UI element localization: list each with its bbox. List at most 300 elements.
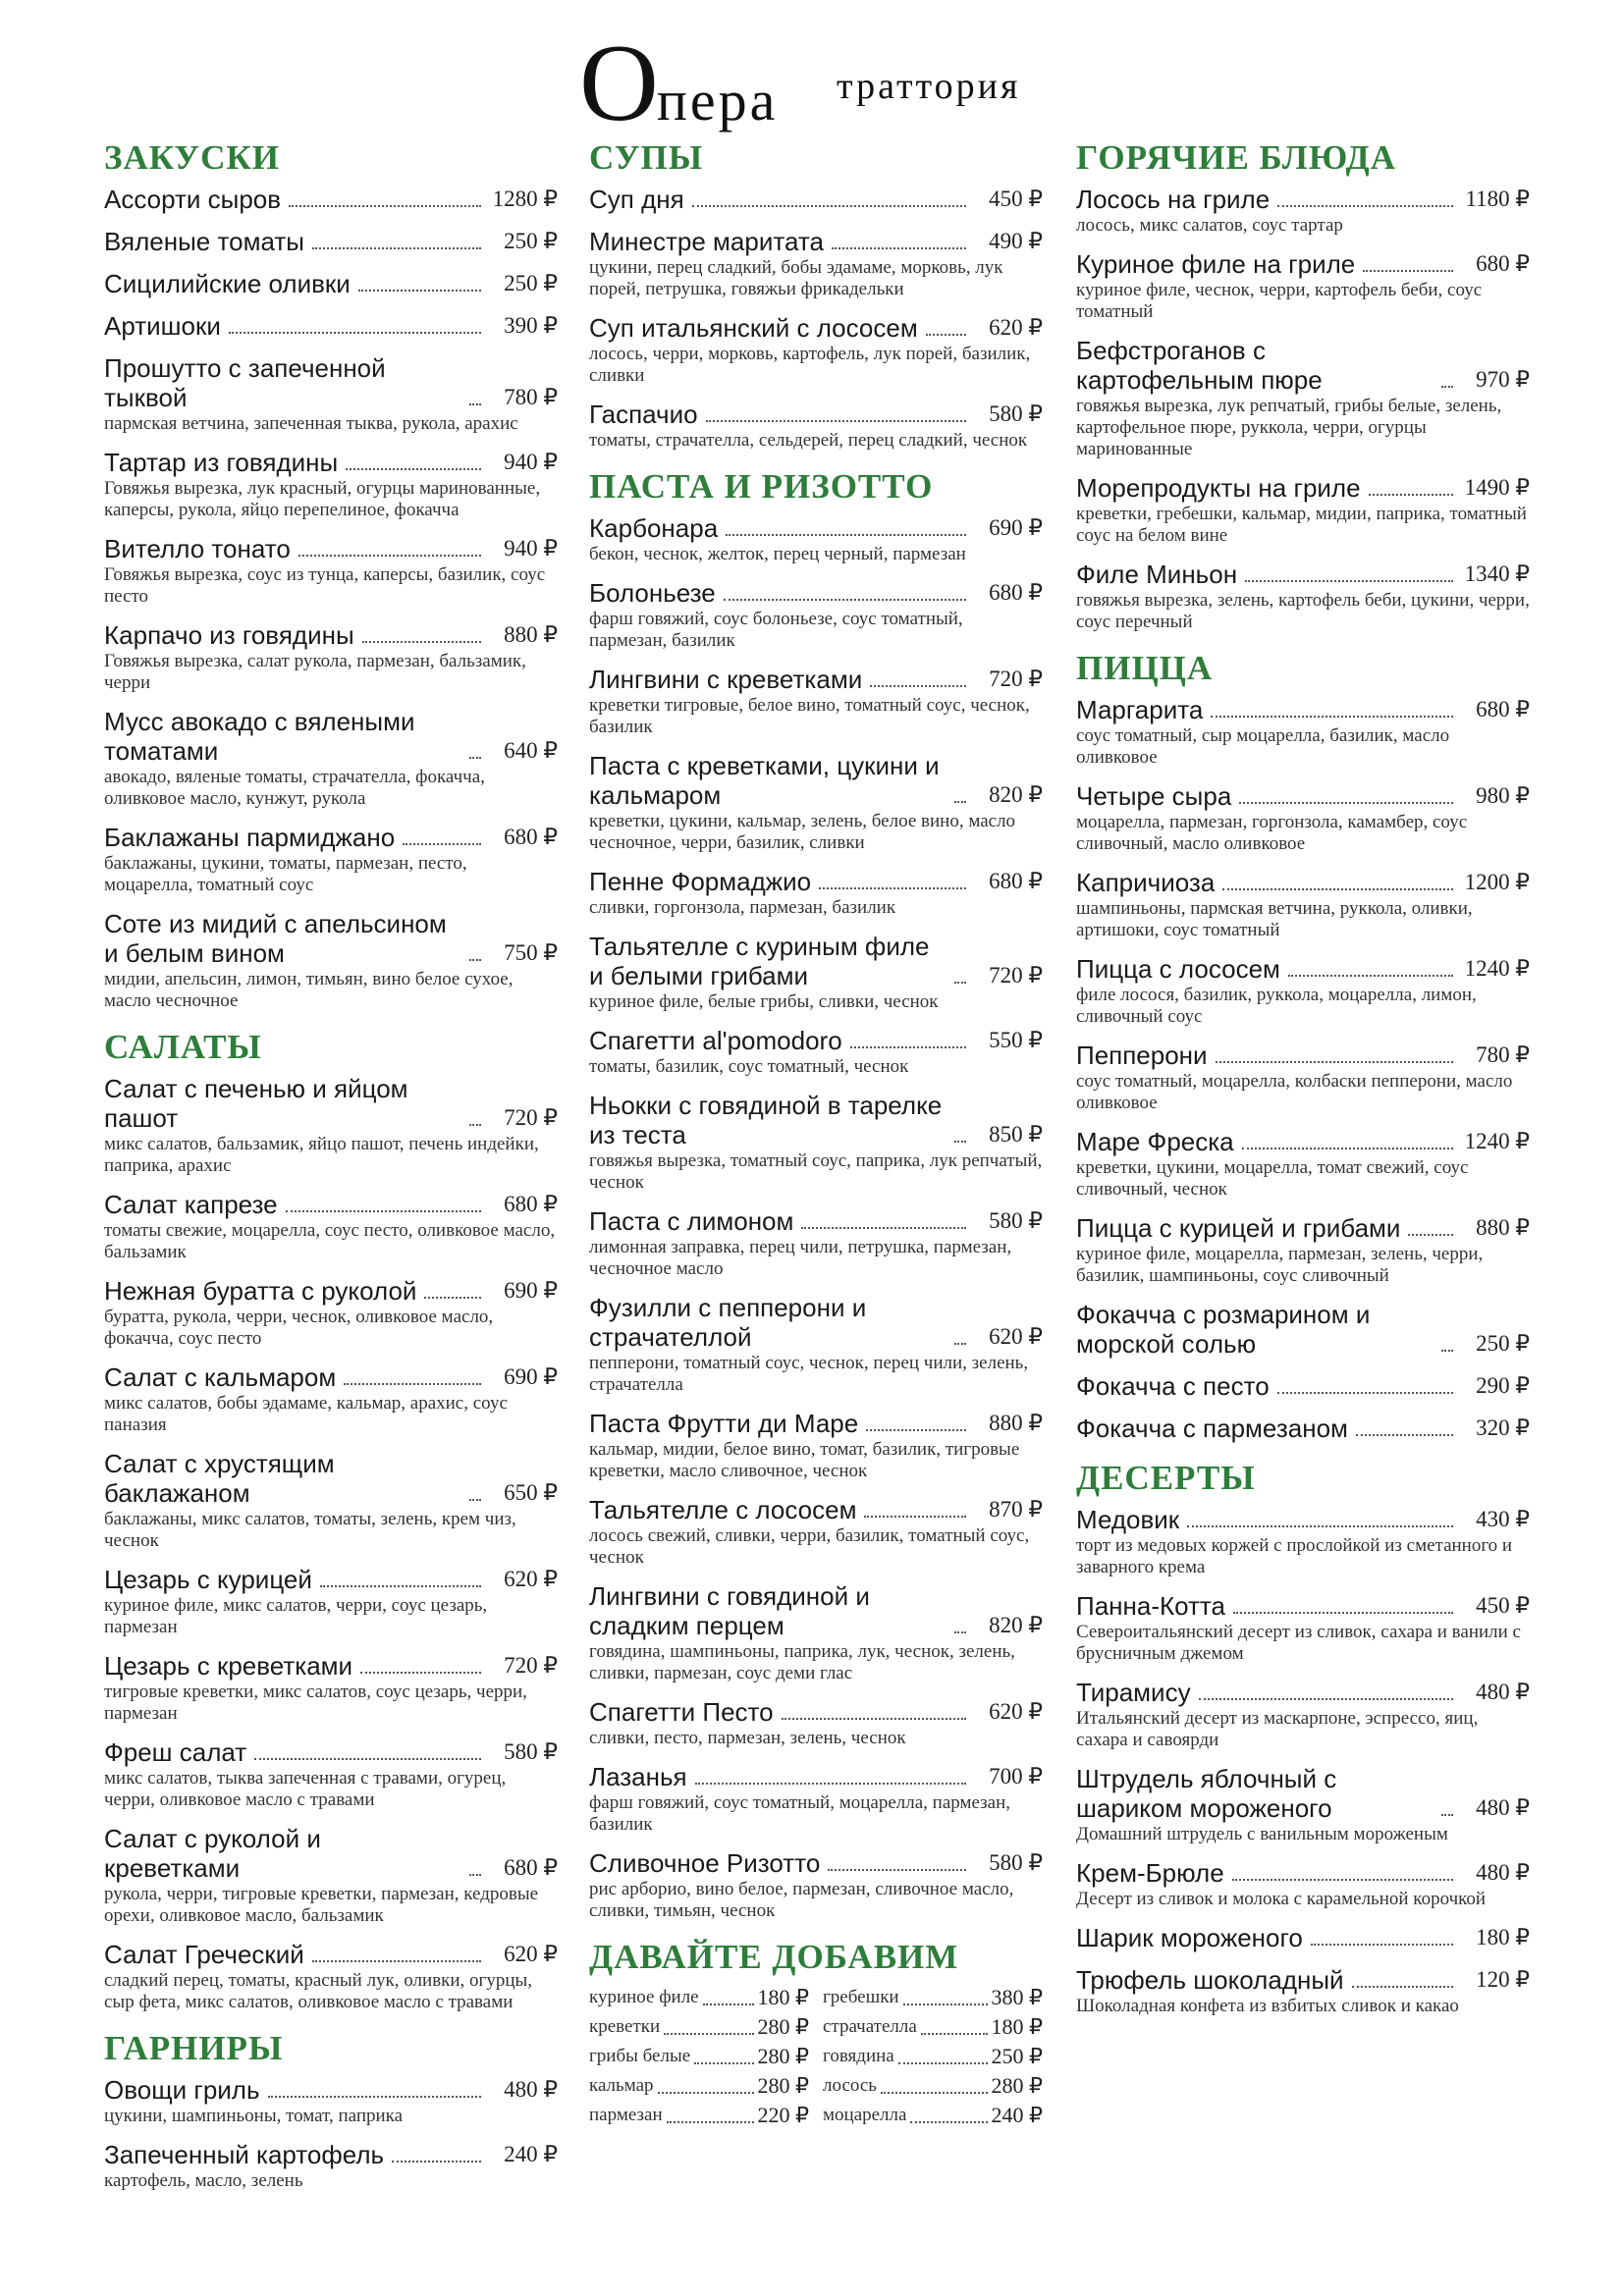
section-title: ДАВАЙТЕ ДОБАВИМ — [589, 1938, 959, 1976]
dish-name: Прошутто с запеченной тыквой — [104, 353, 386, 412]
dot-leader — [469, 757, 481, 759]
dot-leader — [346, 468, 481, 470]
menu-section — [1076, 1456, 1530, 2017]
addon-price: 180 ₽ — [757, 1985, 809, 2009]
dish-name: Куриное филе на гриле — [1076, 249, 1356, 279]
dish-name: Ньокки с говядиной в тарелке из теста — [589, 1091, 943, 1149]
dot-leader — [403, 843, 481, 845]
logo-initial: О — [579, 23, 657, 144]
addon-name: моцарелла — [823, 2105, 907, 2125]
dot-leader — [658, 2092, 754, 2094]
menu-item-row — [1076, 695, 1530, 724]
dot-leader — [724, 599, 966, 601]
dot-leader — [1211, 716, 1453, 718]
dish-price: 690 ₽ — [504, 1278, 558, 1303]
menu-section — [1076, 135, 1530, 633]
dish-name: Тальятелле с куриным филе и белыми грибами — [589, 932, 930, 990]
dot-leader — [286, 1210, 481, 1212]
dish-name: Фокачча с пармезаном — [1076, 1414, 1348, 1443]
dish-name: Салат Греческий — [104, 1940, 304, 1969]
menu-item — [104, 1824, 558, 1927]
dish-name: Соте из мидий с апельсином и белым вином — [104, 909, 447, 968]
dot-leader — [1232, 1879, 1453, 1881]
addon-price: 280 ₽ — [757, 2073, 809, 2098]
dish-name: Цезарь с курицей — [104, 1565, 312, 1594]
dot-leader — [866, 1429, 966, 1431]
menu-item-row — [1076, 1213, 1530, 1243]
menu-item-row — [1076, 1923, 1530, 1952]
dish-name: Паста Фрутти ди Маре — [589, 1409, 859, 1438]
dish-price: 680 ₽ — [504, 1855, 558, 1880]
menu-item-row — [104, 227, 558, 256]
menu-item — [589, 1581, 1043, 1684]
menu-section — [1076, 646, 1530, 1443]
menu-item — [1076, 1127, 1530, 1201]
section-title: ПИЦЦА — [1076, 649, 1214, 687]
menu-item — [1076, 1041, 1530, 1114]
dish-description: томаты, базилик, соус томатный, чеснок — [589, 1056, 909, 1077]
menu-item-row — [1076, 1414, 1530, 1443]
addon-price: 280 ₽ — [991, 2073, 1043, 2098]
menu-item-row — [589, 513, 1043, 543]
dish-price: 620 ₽ — [989, 1699, 1043, 1724]
dish-description: цукини, шампиньоны, томат, паприка — [104, 2106, 404, 2126]
dish-description: Шоколадная конфета из взбитых сливок и какао — [1076, 1996, 1459, 2016]
dish-description: баклажаны, цукини, томаты, пармезан, песто, моцарелла, томатный соус — [104, 853, 467, 895]
menu-item — [104, 1737, 558, 1811]
dot-leader — [1356, 1434, 1453, 1436]
dot-leader — [289, 205, 481, 207]
menu-item-row — [104, 1824, 558, 1883]
dish-price: 680 ₽ — [1476, 697, 1530, 721]
dish-description: пепперони, томатный соус, чеснок, перец чили, зелень, страчателла — [589, 1353, 1029, 1395]
dish-name: Спагетти Песто — [589, 1697, 774, 1727]
dot-leader — [1441, 386, 1453, 388]
dot-leader — [921, 2033, 988, 2035]
menu-item-row — [104, 1074, 558, 1133]
dot-leader — [819, 887, 966, 889]
dish-description: фарш говяжий, соус томатный, моцарелла, пармезан, базилик — [589, 1792, 1011, 1835]
menu-item — [104, 311, 558, 341]
menu-item-row — [104, 2075, 558, 2105]
menu-section — [104, 2026, 558, 2192]
dish-name: Четыре сыра — [1076, 781, 1232, 811]
dot-leader — [1187, 1525, 1453, 1527]
dish-description: мидии, апельсин, лимон, тимьян, вино белое сухое, масло чесночное — [104, 969, 514, 1011]
dish-price: 980 ₽ — [1476, 783, 1530, 808]
dish-description: Североитальянский десерт из сливок, сахара и ванили с брусничным джемом — [1076, 1622, 1521, 1664]
menu-item-row — [589, 867, 1043, 896]
dish-name: Пенне Формаджио — [589, 867, 812, 896]
dish-price: 720 ₽ — [504, 1653, 558, 1678]
addon-name: говядина — [823, 2046, 894, 2066]
menu-item — [104, 1190, 558, 1263]
menu-item — [104, 1565, 558, 1638]
dish-price: 1340 ₽ — [1464, 561, 1530, 586]
dot-leader — [1222, 888, 1453, 890]
dish-price: 240 ₽ — [504, 2142, 558, 2166]
dish-description: соус томатный, моцарелла, колбаски пепперони, масло оливковое — [1076, 1071, 1513, 1113]
menu-section — [589, 1935, 1043, 2129]
menu-item-row — [1076, 954, 1530, 984]
dish-price: 680 ₽ — [504, 1192, 558, 1216]
dot-leader — [832, 247, 966, 249]
dish-description: Говяжья вырезка, соус из тунца, каперсы, базилик, соус песто — [104, 564, 546, 607]
dish-name: Лингвини с креветками — [589, 665, 863, 694]
dish-name: Шарик мороженого — [1076, 1923, 1303, 1952]
menu-item-row — [589, 1409, 1043, 1438]
menu-item-row — [1076, 1300, 1530, 1359]
menu-item — [104, 1651, 558, 1725]
menu-item-row — [104, 1565, 558, 1594]
dish-name: Нежная буратта с руколой — [104, 1276, 417, 1306]
menu-item — [1076, 473, 1530, 547]
menu-item-row — [1076, 781, 1530, 811]
dish-description: микс салатов, бобы эдамаме, кальмар, арахис, соус паназия — [104, 1393, 508, 1435]
dot-leader — [1363, 270, 1453, 272]
dot-leader — [954, 1343, 966, 1345]
addon-item — [589, 2043, 809, 2070]
dot-leader — [1408, 1234, 1453, 1236]
dot-leader — [1199, 1698, 1453, 1700]
dish-name: Фокачча с песто — [1076, 1371, 1270, 1401]
menu-item-row — [1076, 868, 1530, 897]
dish-description: Итальянский десерт из маскарпоне, эспрессо, яиц, сахара и савоярди — [1076, 1708, 1479, 1750]
dish-description: креветки, цукини, моцарелла, томат свежий, соус сливочный, чеснок — [1076, 1157, 1469, 1200]
dot-leader — [1441, 1350, 1453, 1352]
dot-leader — [706, 420, 966, 422]
menu-item-row — [104, 185, 558, 214]
menu-item-row — [589, 578, 1043, 608]
dish-price: 880 ₽ — [989, 1411, 1043, 1435]
menu-item-row — [589, 400, 1043, 429]
dish-description: Домашний штрудель с ванильным мороженым — [1076, 1824, 1448, 1844]
section-title: ПАСТА И РИЗОТТО — [589, 467, 934, 506]
dish-description: Говяжья вырезка, лук красный, огурцы маринованные, каперсы, рукола, яйцо перепелиное, фокачча — [104, 478, 541, 520]
addon-item — [589, 2013, 809, 2041]
dish-name: Филе Миньон — [1076, 560, 1238, 589]
menu-item — [589, 1091, 1043, 1194]
dot-leader — [424, 1297, 481, 1299]
dot-leader — [703, 2003, 754, 2005]
menu-item-row — [1076, 1678, 1530, 1707]
dot-leader — [801, 1227, 966, 1229]
dish-price: 1180 ₽ — [1465, 187, 1530, 211]
addon-item — [823, 2072, 1043, 2100]
dot-leader — [229, 332, 481, 334]
menu-item-row — [1076, 1041, 1530, 1070]
section-title: ЗАКУСКИ — [104, 138, 280, 177]
dish-price: 880 ₽ — [1476, 1215, 1530, 1240]
dot-leader — [898, 2062, 988, 2064]
dish-name: Суп дня — [589, 185, 684, 214]
menu-item-row — [104, 269, 558, 298]
dot-leader — [850, 1046, 966, 1048]
dot-leader — [1352, 1986, 1453, 1988]
menu-item-row — [1076, 473, 1530, 503]
addon-price: 220 ₽ — [757, 2103, 809, 2127]
menu-item-row — [104, 1362, 558, 1392]
dish-description: лосось, микс салатов, соус тартар — [1076, 215, 1343, 236]
addon-item — [589, 2072, 809, 2100]
menu-item-row — [104, 823, 558, 852]
dish-price: 720 ₽ — [989, 667, 1043, 691]
dish-description: сливки, горгонзола, пармезан, базилик — [589, 897, 896, 918]
dish-price: 690 ₽ — [989, 515, 1043, 540]
menu-item — [1076, 1505, 1530, 1578]
dish-name: Карпачо из говядины — [104, 620, 354, 650]
dish-name: Сливочное Ризотто — [589, 1848, 821, 1878]
dish-name: Болоньезе — [589, 578, 716, 608]
menu-item — [104, 1074, 558, 1177]
dish-description: сладкий перец, томаты, красный лук, оливки, огурцы, сыр фета, микс салатов, оливковое масло с травами — [104, 1970, 533, 2012]
menu-item — [1076, 1300, 1530, 1359]
menu-item — [589, 1293, 1043, 1396]
dish-price: 1200 ₽ — [1464, 870, 1530, 894]
dish-description: куриное филе, моцарелла, пармезан, зелень, черри, базилик, шампиньоны, соус сливочный — [1076, 1244, 1484, 1286]
dish-description: говядина, шампиньоны, паприка, лук, чеснок, зелень, сливки, пармезан, соус деми глас — [589, 1641, 1015, 1683]
dish-price: 550 ₽ — [989, 1028, 1043, 1052]
dot-leader — [344, 1383, 481, 1385]
menu-item-row — [104, 2140, 558, 2169]
menu-item-row — [1076, 560, 1530, 589]
dish-price: 580 ₽ — [989, 1850, 1043, 1875]
dot-leader — [1369, 494, 1453, 496]
menu-item-row — [1076, 249, 1530, 279]
addon-price: 250 ₽ — [991, 2044, 1043, 2068]
dish-description: тигровые креветки, микс салатов, соус цезарь, черри, пармезан — [104, 1682, 527, 1724]
dot-leader — [782, 1718, 966, 1720]
menu-item — [1076, 695, 1530, 769]
dish-description: креветки, цукини, кальмар, зелень, белое вино, масло чесночное, черри, базилик, сливки — [589, 811, 1016, 853]
dish-name: Крем-Брюле — [1076, 1858, 1224, 1888]
menu-item-row — [1076, 1965, 1530, 1995]
dish-description: креветки, гребешки, кальмар, мидии, паприка, томатный соус на белом вине — [1076, 504, 1527, 546]
menu-item-row — [589, 1581, 1043, 1640]
menu-item-row — [589, 1848, 1043, 1878]
dish-description: рукола, черри, тигровые креветки, пармезан, кедровые орехи, оливковое масло, бальзамик — [104, 1884, 539, 1926]
menu-item — [589, 313, 1043, 387]
restaurant-subtitle: траттория — [837, 66, 1021, 107]
dot-leader — [870, 685, 966, 687]
dish-price: 480 ₽ — [1476, 1680, 1530, 1704]
dish-description: моцарелла, пармезан, горгонзола, камамбер, соус сливочный, масло оливковое — [1076, 812, 1468, 854]
dish-price: 1280 ₽ — [492, 187, 558, 211]
menu-item-row — [1076, 1591, 1530, 1621]
dish-name: Бефстроганов с картофельным пюре — [1076, 336, 1323, 395]
dot-leader — [828, 1869, 966, 1871]
addon-name: грибы белые — [589, 2046, 691, 2066]
menu-item-row — [104, 534, 558, 563]
addon-name: пармезан — [589, 2105, 663, 2125]
addon-price: 180 ₽ — [991, 2014, 1043, 2039]
menu-item — [1076, 1923, 1530, 1952]
dish-description: картофель, масло, зелень — [104, 2170, 303, 2191]
dot-leader — [469, 959, 481, 961]
dish-name: Штрудель яблочный с шариком мороженого — [1076, 1764, 1337, 1823]
dish-description: рис арборио, вино белое, пармезан, сливочное масло, сливки, тимьян, чеснок — [589, 1879, 1014, 1921]
menu-item-row — [589, 313, 1043, 343]
menu-item-row — [589, 1206, 1043, 1236]
dish-description: лосось, черри, морковь, картофель, лук порей, базилик, сливки — [589, 344, 1031, 386]
dish-price: 850 ₽ — [989, 1122, 1043, 1147]
menu-item-row — [104, 1190, 558, 1219]
addon-price: 280 ₽ — [757, 2044, 809, 2068]
dish-price: 880 ₽ — [504, 622, 558, 647]
dot-leader — [1441, 1814, 1453, 1816]
dish-price: 720 ₽ — [989, 963, 1043, 988]
dish-price: 780 ₽ — [1476, 1042, 1530, 1067]
addon-item — [823, 1984, 1043, 2011]
menu-item — [104, 353, 558, 435]
menu-item — [589, 578, 1043, 652]
menu-item — [1076, 954, 1530, 1028]
logo-text: пера — [656, 69, 779, 133]
dish-price: 1490 ₽ — [1464, 475, 1530, 500]
dish-name: Салат с хрустящим баклажаном — [104, 1449, 335, 1508]
dish-name: Салат с руколой и креветками — [104, 1824, 321, 1883]
dish-description: лосось свежий, сливки, черри, базилик, томатный соус, чеснок — [589, 1525, 1030, 1568]
section-title: СУПЫ — [589, 138, 704, 177]
dish-description: баклажаны, микс салатов, томаты, зелень, крем чиз, чеснок — [104, 1509, 516, 1551]
menu-item-row — [1076, 1371, 1530, 1401]
dish-price: 450 ₽ — [989, 187, 1043, 211]
dish-name: Маре Фреска — [1076, 1127, 1234, 1156]
menu-section — [104, 1025, 558, 2013]
dot-leader — [358, 290, 481, 292]
dish-description: томаты, страчателла, сельдерей, перец сладкий, чеснок — [589, 430, 1028, 451]
dish-price: 430 ₽ — [1476, 1507, 1530, 1531]
menu-item-row — [589, 665, 1043, 694]
menu-item — [1076, 560, 1530, 633]
dish-name: Салат с печенью и яйцом пашот — [104, 1074, 408, 1133]
dot-leader — [692, 205, 966, 207]
menu-item-row — [104, 1737, 558, 1767]
dot-leader — [910, 2121, 987, 2123]
dish-description: Десерт из сливок и молока с карамельной корочкой — [1076, 1889, 1487, 1909]
dish-price: 580 ₽ — [989, 1208, 1043, 1233]
addon-item — [589, 2102, 809, 2129]
dish-description: говяжья вырезка, томатный соус, паприка, лук репчатый, чеснок — [589, 1150, 1043, 1193]
section-title: ДЕСЕРТЫ — [1076, 1459, 1256, 1497]
menu-item — [589, 751, 1043, 854]
dish-description: говяжья вырезка, зелень, картофель беби, цукини, черри, соус перечный — [1076, 590, 1530, 632]
menu-item — [104, 909, 558, 1012]
menu-item-row — [1076, 185, 1530, 214]
dish-name: Тартар из говядины — [104, 448, 339, 477]
dish-price: 480 ₽ — [504, 2077, 558, 2102]
addons-list — [589, 1984, 1043, 2129]
dish-price: 680 ₽ — [1476, 251, 1530, 276]
addon-price: 280 ₽ — [757, 2014, 809, 2039]
menu-item — [1076, 336, 1530, 460]
menu-item — [104, 2075, 558, 2127]
menu-item — [589, 932, 1043, 1013]
dot-leader — [954, 1141, 966, 1143]
dish-description: куриное филе, белые грибы, сливки, чеснок — [589, 991, 939, 1012]
dish-name: Лингвини с говядиной и сладким перцем — [589, 1581, 870, 1640]
dish-name: Запеченный картофель — [104, 2140, 385, 2169]
restaurant-logo — [579, 23, 779, 144]
menu-item — [1076, 1591, 1530, 1665]
addon-name: гребешки — [823, 1987, 899, 2007]
dish-description: шампиньоны, пармская ветчина, руккола, оливки, артишоки, соус томатный — [1076, 898, 1473, 940]
menu-item — [589, 185, 1043, 214]
dish-description: соус томатный, сыр моцарелла, базилик, масло оливковое — [1076, 725, 1450, 768]
dish-description: микс салатов, бальзамик, яйцо пашот, печень индейки, паприка, арахис — [104, 1134, 539, 1176]
dish-price: 680 ₽ — [989, 869, 1043, 893]
dish-name: Пицца с лососем — [1076, 954, 1280, 984]
menu-item-row — [589, 1293, 1043, 1352]
dish-name: Овощи гриль — [104, 2075, 260, 2105]
dish-name: Карбонара — [589, 513, 719, 543]
dish-description: лимонная заправка, перец чили, петрушка, пармезан, чесночное масло — [589, 1237, 1012, 1279]
dish-price: 970 ₽ — [1476, 367, 1530, 392]
dish-description: говяжья вырезка, лук репчатый, грибы белые, зелень, картофельное пюре, руккола, черри, огурцы маринованные — [1076, 396, 1502, 459]
dot-leader — [1239, 802, 1453, 804]
menu-item — [104, 707, 558, 810]
addon-item — [589, 1984, 809, 2011]
dish-name: Салат с кальмаром — [104, 1362, 337, 1392]
dot-leader — [667, 2121, 754, 2123]
menu-item — [589, 1409, 1043, 1482]
addon-name: лосось — [823, 2075, 877, 2096]
dish-name: Ассорти сыров — [104, 185, 282, 214]
dish-price: 820 ₽ — [989, 1613, 1043, 1637]
dish-price: 580 ₽ — [989, 401, 1043, 426]
menu-item — [1076, 185, 1530, 237]
dish-price: 450 ₽ — [1476, 1593, 1530, 1618]
menu-item — [589, 867, 1043, 919]
dot-leader — [926, 334, 966, 336]
section-title: ГОРЯЧИЕ БЛЮДА — [1076, 138, 1397, 177]
dish-name: Паста с креветками, цукини и кальмаром — [589, 751, 940, 810]
menu-item — [589, 1026, 1043, 1078]
addon-item — [823, 2013, 1043, 2041]
dish-price: 780 ₽ — [504, 385, 558, 409]
menu-item — [1076, 249, 1530, 323]
dish-name: Трюфель шоколадный — [1076, 1965, 1344, 1995]
menu-item-row — [589, 185, 1043, 214]
dish-price: 720 ₽ — [504, 1105, 558, 1130]
menu-item-row — [589, 751, 1043, 810]
dot-leader — [864, 1516, 966, 1518]
dish-price: 480 ₽ — [1476, 1795, 1530, 1820]
dish-name: Мусс авокадо с вялеными томатами — [104, 707, 415, 766]
dish-name: Баклажаны пармиджано — [104, 823, 396, 852]
dot-leader — [695, 1783, 966, 1785]
menu-item — [104, 2140, 558, 2192]
dot-leader — [1242, 1148, 1453, 1149]
addon-name: страчателла — [823, 2016, 917, 2037]
dish-name: Сицилийские оливки — [104, 269, 351, 298]
dish-name: Спагетти al'pomodoro — [589, 1026, 842, 1055]
dish-price: 120 ₽ — [1476, 1967, 1530, 1992]
menu-section — [589, 464, 1043, 1922]
menu-item — [104, 269, 558, 298]
dish-name: Вяленые томаты — [104, 227, 304, 256]
menu-item-row — [104, 1940, 558, 1969]
dish-price: 290 ₽ — [1476, 1373, 1530, 1398]
menu-item — [104, 1362, 558, 1436]
dish-name: Лазанья — [589, 1762, 687, 1791]
addon-price: 240 ₽ — [991, 2103, 1043, 2127]
dish-price: 180 ₽ — [1476, 1925, 1530, 1949]
menu-column-3 — [1076, 135, 1530, 2030]
menu-item — [589, 1848, 1043, 1922]
menu-item — [589, 665, 1043, 738]
menu-item — [104, 227, 558, 256]
